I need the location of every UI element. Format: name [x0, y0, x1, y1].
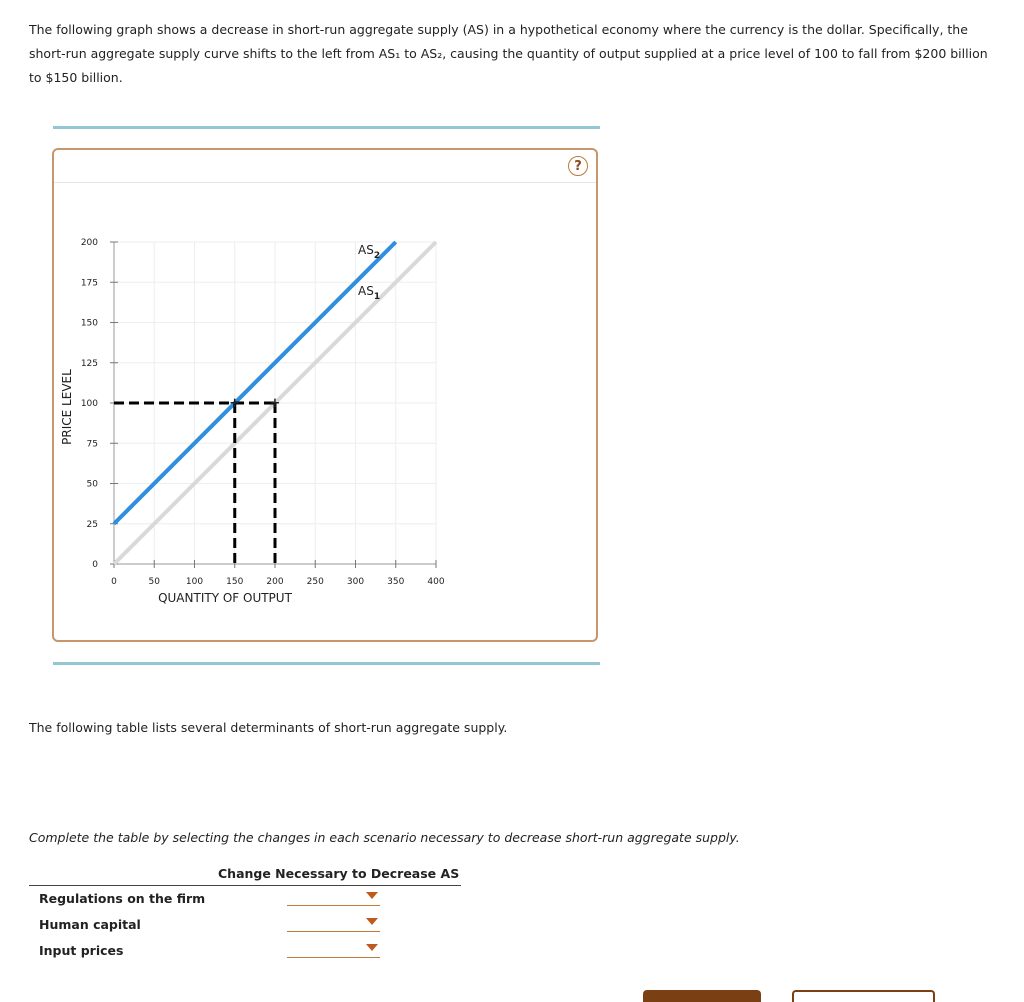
x-tick-label: 0: [111, 577, 117, 587]
y-tick-label: 200: [80, 238, 98, 248]
x-tick-label: 50: [148, 577, 160, 587]
x-tick-label: 150: [226, 577, 244, 587]
series-label-as1: $AS_1$: [358, 284, 381, 302]
dropdown-human-capital[interactable]: [287, 913, 380, 932]
chevron-down-icon: [366, 944, 378, 951]
y-axis-title: PRICE LEVEL: [60, 369, 74, 445]
row-label-input-prices: Input prices: [39, 943, 124, 958]
table-header: Change Necessary to Decrease AS: [218, 866, 460, 881]
bottom-divider: [53, 662, 600, 665]
y-tick-label: 150: [80, 318, 98, 329]
series-line-as2: [114, 242, 396, 524]
intro-paragraph: The following graph shows a decrease in short-run aggregate supply (AS) in a hypothetical economy where the currency is the dollar. Specifically, the short-run aggregate supply curve shifts to the left from AS₁ to AS₂, causing the quantity of output supplied at a price level of 100 to fall from $200 billion to $150 billion.: [29, 22, 988, 85]
y-tick-label: 75: [86, 439, 98, 450]
y-tick-label: 50: [86, 479, 98, 490]
action-button-primary[interactable]: [643, 990, 761, 1002]
series-label-as2: $AS_2$: [358, 243, 381, 261]
y-tick-label: 100: [80, 399, 98, 409]
table-header-rule: [29, 885, 461, 886]
x-tick-label: 200: [266, 577, 284, 587]
x-tick-label: 400: [427, 577, 445, 587]
row-label-human-capital: Human capital: [39, 917, 141, 932]
chevron-down-icon: [366, 918, 378, 925]
x-tick-label: 250: [306, 577, 324, 587]
x-tick-label: 350: [387, 577, 405, 587]
y-tick-label: 0: [92, 560, 98, 570]
y-tick-label: 125: [80, 358, 98, 369]
intersection-marker: +: [229, 396, 241, 411]
table-intro: The following table lists several determinants of short-run aggregate supply.: [29, 720, 508, 735]
chevron-down-icon: [366, 892, 378, 899]
intersection-marker: +: [269, 396, 281, 411]
x-axis-title: QUANTITY OF OUTPUT: [158, 591, 292, 605]
help-icon[interactable]: ?: [568, 156, 588, 176]
dropdown-input-prices[interactable]: [287, 939, 380, 958]
instructions: Complete the table by selecting the changes in each scenario necessary to decrease short-run aggregate supply.: [29, 830, 740, 845]
y-tick-label: 25: [86, 519, 98, 530]
action-button-secondary[interactable]: [792, 990, 935, 1002]
row-label-regulations: Regulations on the firm: [39, 891, 206, 906]
y-tick-label: 175: [80, 278, 98, 289]
dropdown-regulations[interactable]: [287, 887, 380, 906]
x-tick-label: 300: [346, 577, 365, 587]
x-tick-label: 100: [185, 577, 204, 587]
